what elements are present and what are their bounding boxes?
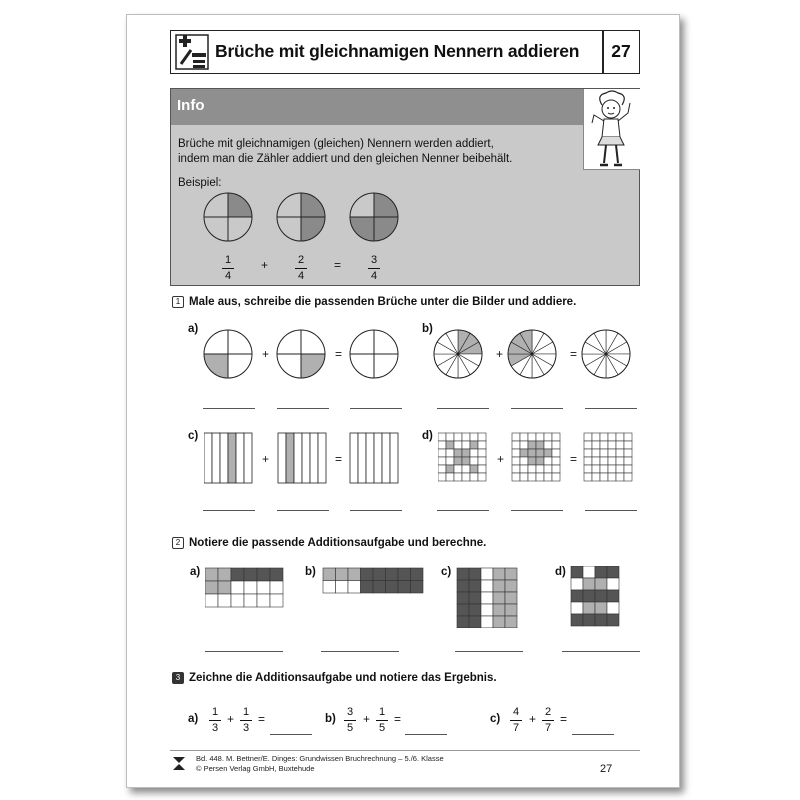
square-grid [584,433,632,481]
girl-drawing-icon [584,89,640,169]
answer-line[interactable] [203,408,255,409]
answer-line[interactable] [562,651,640,652]
answer-line[interactable] [405,734,447,735]
task-3c-fraction-2 [540,706,556,735]
task-3-heading [172,672,497,684]
info-rule-line-1: Brüche mit gleichnamigen (gleichen) Nennern werden addiert, [178,138,494,150]
fraction-denominator: 4 [224,270,232,282]
answer-line[interactable] [277,510,329,511]
task-3a-fraction-2 [238,706,254,735]
task-1a-equals: = [335,347,343,361]
info-girl-illustration [583,89,640,170]
task-1-badge: 1 [172,296,184,308]
strip-rectangle [204,433,252,483]
info-box [170,88,640,286]
task-1d-plus: + [497,452,505,466]
task-2-grids [205,566,645,628]
page-title: Brüche mit gleichnamigen Nennern addieren [215,41,580,61]
answer-line[interactable] [572,734,614,735]
fraction-denominator: 5 [346,722,354,734]
square-grid [571,566,619,626]
example-circles [200,190,410,246]
task-1c-plus: + [262,452,270,466]
task-3b-fraction-2 [374,706,390,735]
fraction-numerator: 1 [224,254,232,266]
task-3-label-b: b) [325,713,336,725]
info-heading: Info [177,97,205,114]
task-2-label-d: d) [555,566,566,578]
footer-page-number: 27 [600,763,613,775]
task-3-badge: 3 [172,672,184,684]
answer-line[interactable] [203,510,255,511]
example-fraction-b [293,254,309,283]
task-3a-equals: = [258,712,266,726]
strip-rectangle [278,433,326,483]
task-1d-grids [438,432,638,484]
answer-line[interactable] [437,510,489,511]
square-grid [512,433,560,481]
answer-line[interactable] [350,510,402,511]
task-3c-equals: = [560,712,568,726]
example-fraction-c [366,254,382,283]
task-3b-equals: = [394,712,402,726]
fraction-denominator: 5 [378,722,386,734]
task-2-label-c: c) [441,566,452,578]
task-1-text: Male aus, schreibe die passenden Brüche unter die Bilder und addiere. [189,296,577,308]
task-1b-plus: + [496,347,504,361]
task-1-label-a: a) [188,323,199,335]
square-grid [323,568,423,593]
task-2-label-a: a) [190,566,201,578]
task-3b-plus: + [363,712,371,726]
fraction-numerator: 3 [346,706,354,718]
task-1b-equals: = [570,347,578,361]
task-3a-plus: + [227,712,235,726]
answer-line[interactable] [277,408,329,409]
task-2-heading [172,537,486,549]
task-2-text: Notiere die passende Additionsaufgabe und berechne. [189,537,487,549]
task-1c-strips [204,432,404,484]
fraction-numerator: 3 [370,254,378,266]
page-header [170,30,640,74]
task-3-label-c: c) [490,713,501,725]
fraction-denominator: 3 [242,722,250,734]
fraction-denominator: 4 [370,270,378,282]
fraction-denominator: 7 [512,722,520,734]
task-1-heading [172,296,576,308]
fraction-numerator: 4 [512,706,520,718]
fraction-numerator: 2 [544,706,552,718]
info-rule-text [178,137,512,167]
task-1a-circles [200,326,405,382]
answer-line[interactable] [511,510,563,511]
sector-circle [508,330,556,378]
task-3-label-a: a) [188,713,199,725]
publisher-logo-icon [172,755,186,772]
task-2-label-b: b) [305,566,316,578]
task-1c-equals: = [335,452,343,466]
answer-line[interactable] [270,734,312,735]
fraction-denominator: 3 [211,722,219,734]
footer-credits [196,754,444,773]
example-plus: + [261,258,269,272]
sector-circle [434,330,482,378]
answer-line[interactable] [585,408,637,409]
answer-line[interactable] [455,651,523,652]
task-2-badge: 2 [172,537,184,549]
square-grid [205,568,283,607]
info-heading-bar [171,89,583,125]
answer-line[interactable] [437,408,489,409]
fraction-denominator: 4 [297,270,305,282]
task-3-text: Zeichne die Additionsaufgabe und notiere das Ergebnis. [189,672,497,684]
header-page-number: 27 [611,41,631,61]
example-fraction-a [220,254,236,283]
square-grid [457,568,517,628]
task-3c-fraction-1 [508,706,524,735]
footer-line-2: © Persen Verlag GmbH, Buxtehude [196,763,315,773]
answer-line[interactable] [321,651,399,652]
task-3a-fraction-1 [207,706,223,735]
task-1-label-d: d) [422,430,433,442]
answer-line[interactable] [585,510,637,511]
fraction-numerator: 1 [378,706,386,718]
info-rule-line-2: indem man die Zähler addiert und den gleichen Nenner beibehält. [178,153,513,165]
fraction-numerator: 1 [242,706,250,718]
task-3b-fraction-1 [342,706,358,735]
task-1b-circles [432,326,642,382]
fraction-denominator: 7 [544,722,552,734]
answer-line[interactable] [205,651,283,652]
footer-line-1: Bd. 448. M. Bettner/E. Dinges: Grundwissen Bruchrechnung – 5./6. Klasse [196,754,444,763]
sector-circle [582,330,630,378]
strip-rectangle [350,433,398,483]
task-1a-plus: + [262,347,270,361]
example-equals: = [334,258,342,272]
square-grid [438,433,486,481]
task-1-label-b: b) [422,323,433,335]
answer-line[interactable] [511,408,563,409]
footer-rule [170,750,640,751]
math-operators-logo-icon [175,34,209,70]
task-1d-equals: = [570,452,578,466]
task-3c-plus: + [529,712,537,726]
task-1-label-c: c) [188,430,199,442]
example-label: Beispiel: [178,177,222,189]
answer-line[interactable] [350,408,402,409]
fraction-numerator: 1 [211,706,219,718]
fraction-numerator: 2 [297,254,305,266]
